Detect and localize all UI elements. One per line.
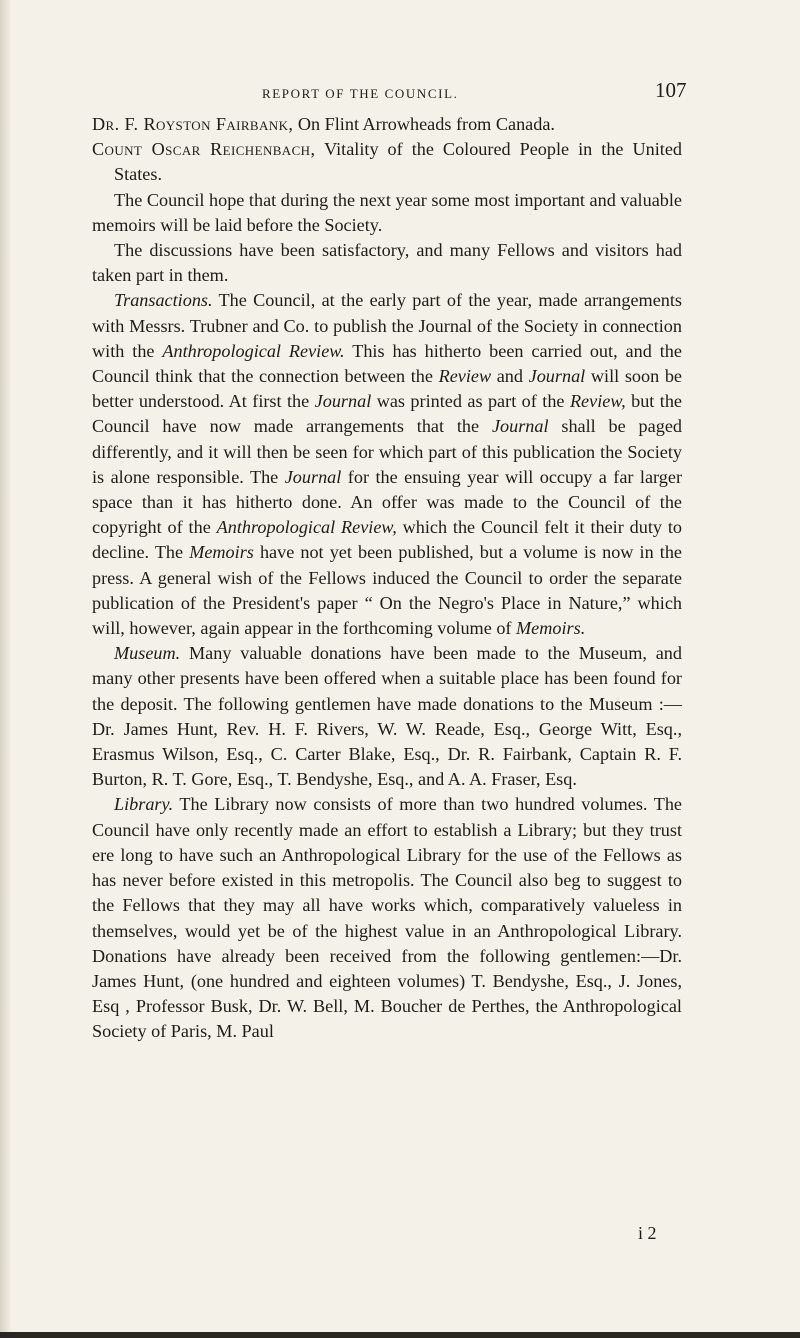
text-run: for the ensuing year will occupy a far larger space than it has hitherto done. An offer was made to the Council of the copyright of the (92, 466, 682, 538)
author-name: Dr. F. Royston Fairbank, (92, 114, 294, 134)
page-number: 107 (655, 78, 687, 102)
signature-mark: i 2 (638, 1223, 657, 1243)
italic-run: Journal (314, 391, 372, 412)
text-run: shall be paged differently, and it will then be seen for which part of this publication the Society is alone responsible. The (92, 416, 682, 487)
paragraph-hope: The Council hope that during the next year some most important and valuable memoirs will be laid before the Society. (92, 189, 682, 235)
italic-run: Memoirs (189, 542, 254, 563)
author-name: Count Oscar Reichenbach, (92, 139, 316, 160)
paragraph-discussions: The discussions have been satisfactory, and many Fellows and visitors had taken part in them. (92, 240, 682, 286)
paper-title: Vitality of the Coloured People in the United States. (114, 139, 683, 185)
text-run: The Council, at the early part of the year, made arrangements with Messrs. Trubner and Co. to publish the Journal of the Society in connection with the (92, 290, 682, 361)
text-run: The Library now consists of more than two hundred volumes. The Council have only recently made an effort to establish a Library; but they trust ere long to have such an Anthropological Library for the use of the Fellows as has never before existed in this metropolis. The Council also beg to suggest to the Fellows that they may all have works which, comparatively valueless in themselves, would yet be of the highest value in an Anthropological Library. Donations have already been received from the following gentlemen:—Dr. James Hunt, (one hundred and eighteen volumes) T. Bendyshe, Esq., J. Jones, Esq , Professor Busk, Dr. W. Bell, M. Boucher de Perthes, the Anthropological Society of Paris, M. Paul (92, 794, 682, 1042)
italic-run: Review, (569, 391, 626, 412)
text-run: will soon be better understood. At first the (92, 366, 682, 412)
body-text (92, 112, 682, 1045)
italic-run: Memoirs. (516, 618, 586, 639)
text-run: This has hitherto been carried out, and the Council think that the connection between the (92, 340, 682, 387)
italic-run: Review (438, 366, 492, 387)
page-header (0, 80, 800, 110)
text-run: have not yet been published, but a volume is now in the press. A general wish of the Fellows induced the Council to order the separate publication of the President's paper “ On the Negro's Place in Nature,” which will, however, again appear in the forthcoming volume of (92, 542, 682, 639)
italic-run: Anthropological Review, (216, 517, 397, 538)
text-run: and (491, 366, 529, 387)
paragraph-library (92, 792, 682, 1044)
page-edge-shadow (0, 0, 12, 1338)
text-run: Many valuable donations have been made to the Museum, and many other presents have been offered when a suitable place has been found for the deposit. The following gentlemen have made donations to the Museum :—Dr. James Hunt, Rev. H. F. Rivers, W. W. Reade, Esq., George Witt, Esq., Erasmus Wilson, Esq., C. Carter Blake, Esq., Dr. R. Fairbank, Captain R. F. Burton, R. T. Gore, Esq., T. Bendyshe, Esq., and A. A. Fraser, Esq. (92, 643, 682, 790)
paper-entry (92, 137, 682, 187)
paragraph-museum (92, 641, 682, 792)
text-run: which the Council felt it their duty to decline. The (92, 517, 682, 563)
running-head: REPORT OF THE COUNCIL. (262, 86, 459, 101)
paper-entry (92, 112, 682, 137)
bottom-rule (0, 1332, 800, 1338)
italic-run: Anthropological Review. (162, 340, 345, 361)
italic-run: Journal (491, 416, 549, 437)
section-heading-museum: Museum. (114, 643, 181, 664)
italic-run: Journal (528, 366, 586, 387)
text-run: was printed as part of the (371, 391, 570, 412)
section-heading-transactions: Transactions. (114, 290, 213, 311)
section-heading-library: Library. (114, 794, 174, 815)
paragraph-transactions (92, 288, 682, 641)
text-run: but the Council have now made arrangements that the (92, 391, 682, 437)
paper-title: On Flint Arrowheads from Canada. (293, 114, 555, 134)
italic-run: Journal (284, 466, 342, 487)
